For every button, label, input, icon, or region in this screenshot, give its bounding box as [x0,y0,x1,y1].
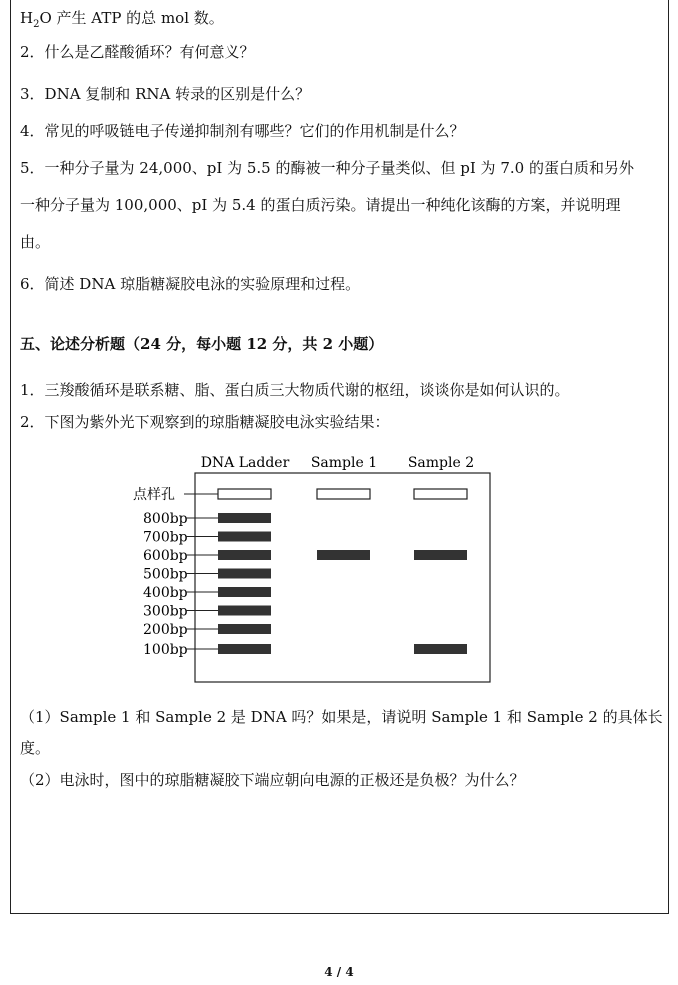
ladder-label-200: 200bp [143,622,188,638]
page-number: 4 / 4 [324,965,354,979]
ladder-label-700: 700bp [143,529,188,546]
sub-question-2: （2）电泳时，图中的琼脂糖凝胶下端应朝向电源的正极还是负极？为什么？ [20,771,525,789]
sample1-band-600 [317,550,370,560]
well-label: 点样孔 [133,487,175,503]
ladder-band-700 [218,532,271,542]
ladder-band-800 [218,513,271,523]
question-5-line1: 5．一种分子量为 24,000、pI 为 5.5 的酶被一种分子量类似、但 pI 为 7.0 的蛋白质和另外 [20,159,634,177]
gel-figure [0,445,678,685]
section-heading: 五、论述分析题（24 分，每小题 12 分，共 2 小题） [20,335,384,353]
ladder-label-800: 800bp [143,511,188,527]
ladder-label-300: 300bp [143,603,188,620]
ladder-band-600 [218,550,271,560]
well-ladder [218,489,271,499]
lane-label-sample2: Sample 2 [407,455,475,471]
ladder-band-500 [218,569,271,579]
essay-question-2: 2．下图为紫外光下观察到的琼脂糖凝胶电泳实验结果： [20,413,390,431]
ladder-label-100: 100bp [143,642,188,658]
lane-label-ladder: DNA Ladder [200,455,290,471]
well-sample2 [414,489,467,499]
question-6: 6．简述 DNA 琼脂糖凝胶电泳的实验原理和过程。 [20,275,361,293]
question-1-tail: $H_2O$ 产生 ATP 的总 mol 数。 [20,9,224,30]
ladder-label-500: 500bp [143,566,188,583]
well-sample1 [317,489,370,499]
ladder-label-400: 400bp [143,585,188,601]
ladder-band-400 [218,587,271,597]
lane-label-sample1: Sample 1 [310,455,378,471]
ladder-band-100 [218,644,271,654]
essay-question-1: 1．三羧酸循环是联系糖、脂、蛋白质三大物质代谢的枢纽，谈谈你是如何认识的。 [20,381,570,399]
ladder-label-600: 600bp [143,548,188,564]
sub-question-1-line2: 度。 [20,739,51,757]
question-4: 4．常见的呼吸链电子传递抑制剂有哪些？它们的作用机制是什么？ [20,122,465,140]
sample2-band-100 [414,644,467,654]
question-5-line3: 由。 [20,233,51,251]
ladder-band-300 [218,606,271,616]
sub-question-1-line1: （1）Sample 1 和 Sample 2 是 DNA 吗？如果是，请说明 Sample 1 和 Sample 2 的具体长 [20,708,663,726]
sample2-band-600 [414,550,467,560]
question-5-line2: 一种分子量为 100,000、pI 为 5.4 的蛋白质污染。请提出一种纯化该酶的方案，并说明理 [20,196,621,214]
ladder-band-200 [218,624,271,634]
question-3: 3．DNA 复制和 RNA 转录的区别是什么？ [20,85,311,103]
question-2: 2．什么是乙醛酸循环？有何意义？ [20,43,255,61]
